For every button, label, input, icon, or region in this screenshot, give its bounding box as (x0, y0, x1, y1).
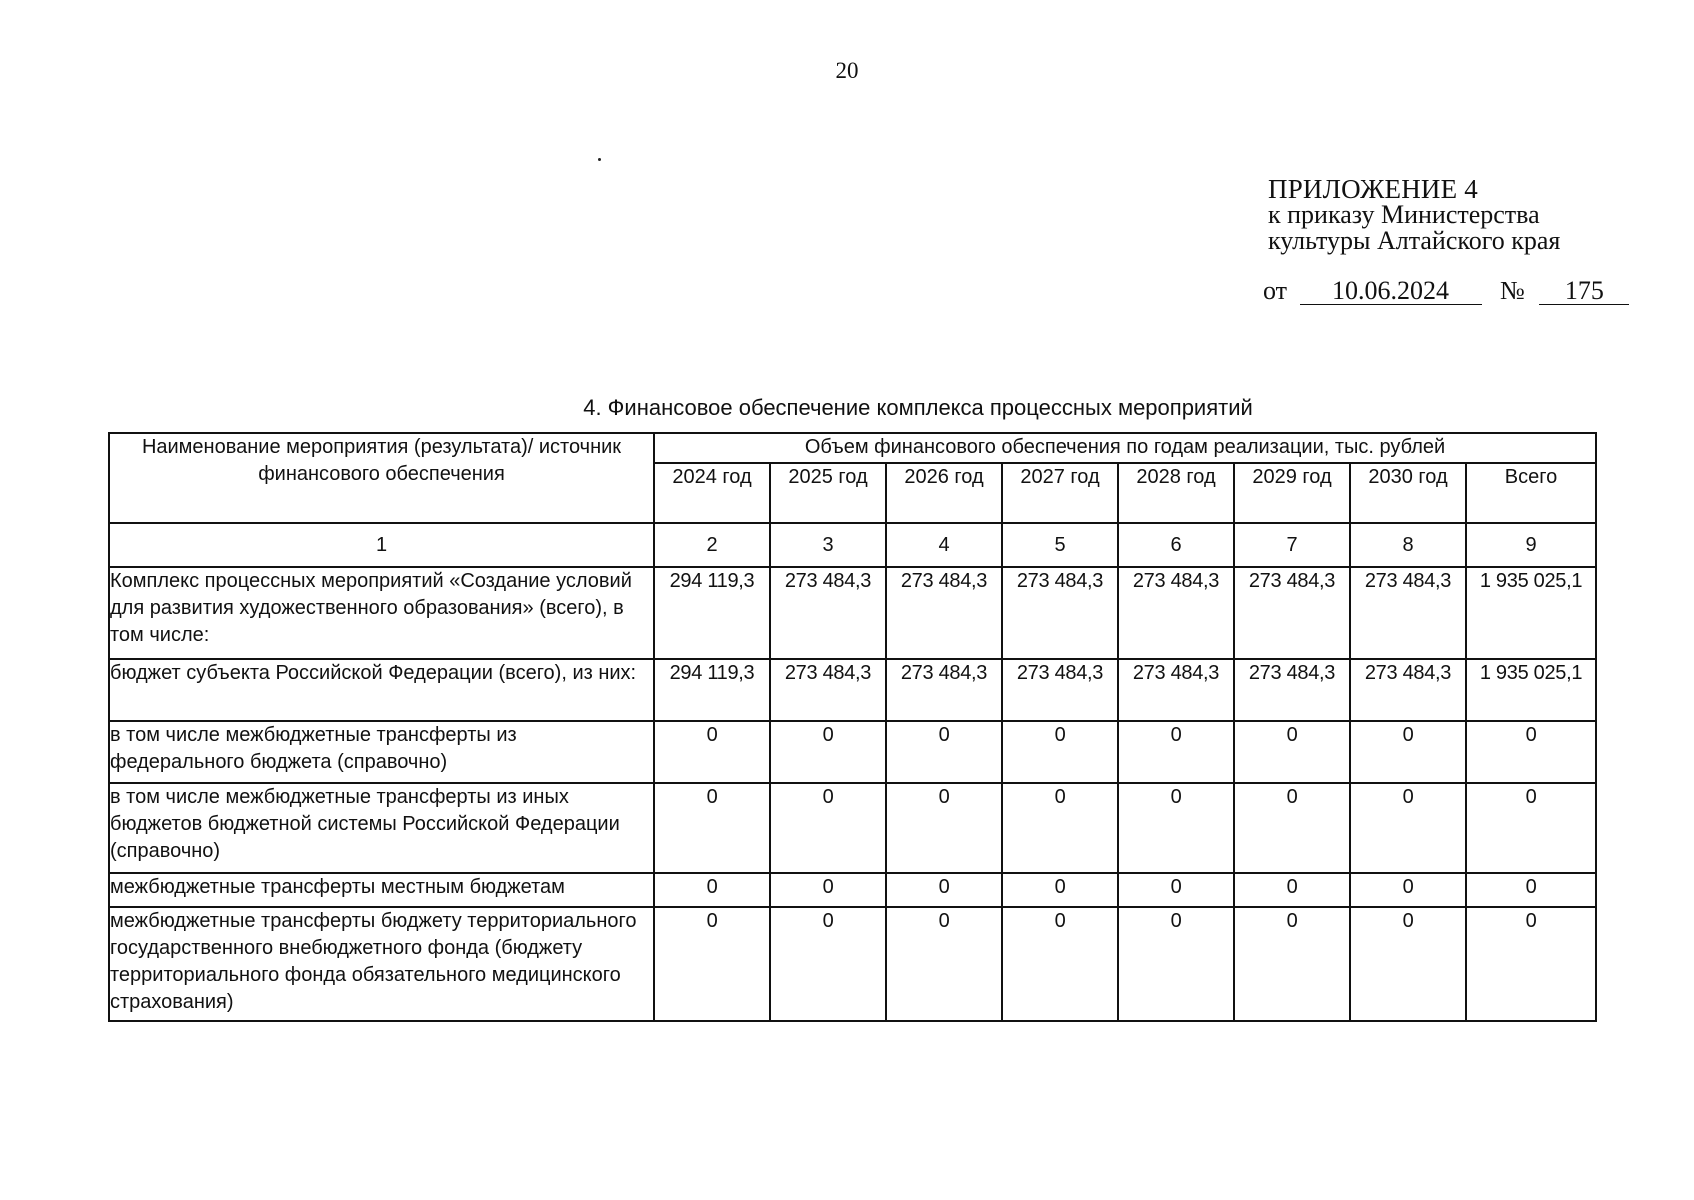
row-value: 294 119,3 (654, 659, 770, 721)
row-value: 0 (1234, 873, 1350, 907)
header-year: 2029 год (1234, 463, 1350, 523)
row-value: 0 (1350, 907, 1466, 1021)
row-value: 0 (1002, 783, 1118, 873)
row-value: 0 (1118, 873, 1234, 907)
row-value: 294 119,3 (654, 567, 770, 659)
header-year: 2024 год (654, 463, 770, 523)
row-value: 0 (1234, 721, 1350, 783)
row-value: 273 484,3 (886, 659, 1002, 721)
row-value: 0 (1350, 873, 1466, 907)
column-number: 8 (1350, 523, 1466, 567)
table-title-text: 4. Финансовое обеспечение комплекса процессных мероприятий (583, 395, 1253, 420)
row-total: 0 (1466, 783, 1596, 873)
appendix-title: ПРИЛОЖЕНИЕ 4 (1268, 174, 1478, 204)
row-value: 0 (770, 721, 886, 783)
row-value: 0 (1118, 721, 1234, 783)
date-label: от (1263, 276, 1288, 305)
row-name: Комплекс процессных мероприятий «Создание условий для развития художественного образования» (всего), в том числе: (109, 567, 654, 659)
table-row (109, 721, 1596, 783)
row-name: межбюджетные трансферты бюджету территориального государственного внебюджетного фонда (бюджету территориального фонда обязательного медицинского страхования) (109, 907, 654, 1021)
order-reference (1263, 276, 1629, 306)
header-year: 2027 год (1002, 463, 1118, 523)
row-value: 0 (770, 783, 886, 873)
row-name: межбюджетные трансферты местным бюджетам (109, 873, 654, 907)
row-value: 0 (886, 907, 1002, 1021)
row-value: 0 (1350, 783, 1466, 873)
column-number: 9 (1466, 523, 1596, 567)
row-value: 0 (1002, 873, 1118, 907)
appendix-line-1: к приказу Министерства (1268, 200, 1540, 229)
header-year: 2026 год (886, 463, 1002, 523)
row-value: 0 (1002, 907, 1118, 1021)
column-number: 4 (886, 523, 1002, 567)
row-value: 0 (1350, 721, 1466, 783)
row-value: 0 (654, 783, 770, 873)
column-number: 2 (654, 523, 770, 567)
column-number: 5 (1002, 523, 1118, 567)
order-number: 175 (1539, 278, 1629, 305)
header-year: 2030 год (1350, 463, 1466, 523)
column-number: 7 (1234, 523, 1350, 567)
row-value: 273 484,3 (1350, 567, 1466, 659)
header-year: 2025 год (770, 463, 886, 523)
table-row (109, 907, 1596, 1021)
scan-artifact-dot (598, 158, 601, 161)
row-value: 0 (770, 907, 886, 1021)
number-label: № (1500, 276, 1525, 305)
column-number: 3 (770, 523, 886, 567)
row-value: 273 484,3 (1234, 567, 1350, 659)
row-value: 0 (1234, 907, 1350, 1021)
row-total: 0 (1466, 873, 1596, 907)
row-value: 273 484,3 (1002, 659, 1118, 721)
appendix-block (1268, 176, 1560, 254)
page-number: 20 (835, 58, 859, 83)
row-value: 273 484,3 (1234, 659, 1350, 721)
row-value: 0 (654, 907, 770, 1021)
row-total: 0 (1466, 721, 1596, 783)
row-value: 0 (1002, 721, 1118, 783)
row-value: 0 (654, 721, 770, 783)
row-value: 273 484,3 (770, 567, 886, 659)
row-value: 0 (886, 783, 1002, 873)
row-value: 273 484,3 (1002, 567, 1118, 659)
row-name: в том числе межбюджетные трансферты из федерального бюджета (справочно) (109, 721, 654, 783)
row-value: 0 (886, 873, 1002, 907)
row-total: 1 935 025,1 (1466, 567, 1596, 659)
row-value: 273 484,3 (1118, 659, 1234, 721)
row-name: бюджет субъекта Российской Федерации (всего), из них: (109, 659, 654, 721)
header-year: 2028 год (1118, 463, 1234, 523)
table-row (109, 873, 1596, 907)
row-value: 0 (1118, 907, 1234, 1021)
financing-table (108, 432, 1597, 1022)
row-total: 0 (1466, 907, 1596, 1021)
header-financing-volume: Объем финансового обеспечения по годам реализации, тыс. рублей (654, 433, 1596, 463)
order-date: 10.06.2024 (1300, 278, 1482, 305)
row-value: 0 (654, 873, 770, 907)
table-title (0, 395, 1694, 421)
table-row (109, 567, 1596, 659)
row-value: 0 (886, 721, 1002, 783)
row-value: 0 (1118, 783, 1234, 873)
header-name: Наименование мероприятия (результата)/ источник финансового обеспечения (109, 433, 654, 523)
row-value: 273 484,3 (1118, 567, 1234, 659)
row-value: 0 (1234, 783, 1350, 873)
row-total: 1 935 025,1 (1466, 659, 1596, 721)
table-row (109, 659, 1596, 721)
column-number-row (109, 523, 1596, 567)
table-row (109, 783, 1596, 873)
row-value: 0 (770, 873, 886, 907)
appendix-line-2: культуры Алтайского края (1268, 226, 1561, 255)
row-value: 273 484,3 (886, 567, 1002, 659)
row-value: 273 484,3 (1350, 659, 1466, 721)
column-number: 1 (109, 523, 654, 567)
row-name: в том числе межбюджетные трансферты из иных бюджетов бюджетной системы Российской Федерации (справочно) (109, 783, 654, 873)
row-value: 273 484,3 (770, 659, 886, 721)
header-total: Всего (1466, 463, 1596, 523)
column-number: 6 (1118, 523, 1234, 567)
